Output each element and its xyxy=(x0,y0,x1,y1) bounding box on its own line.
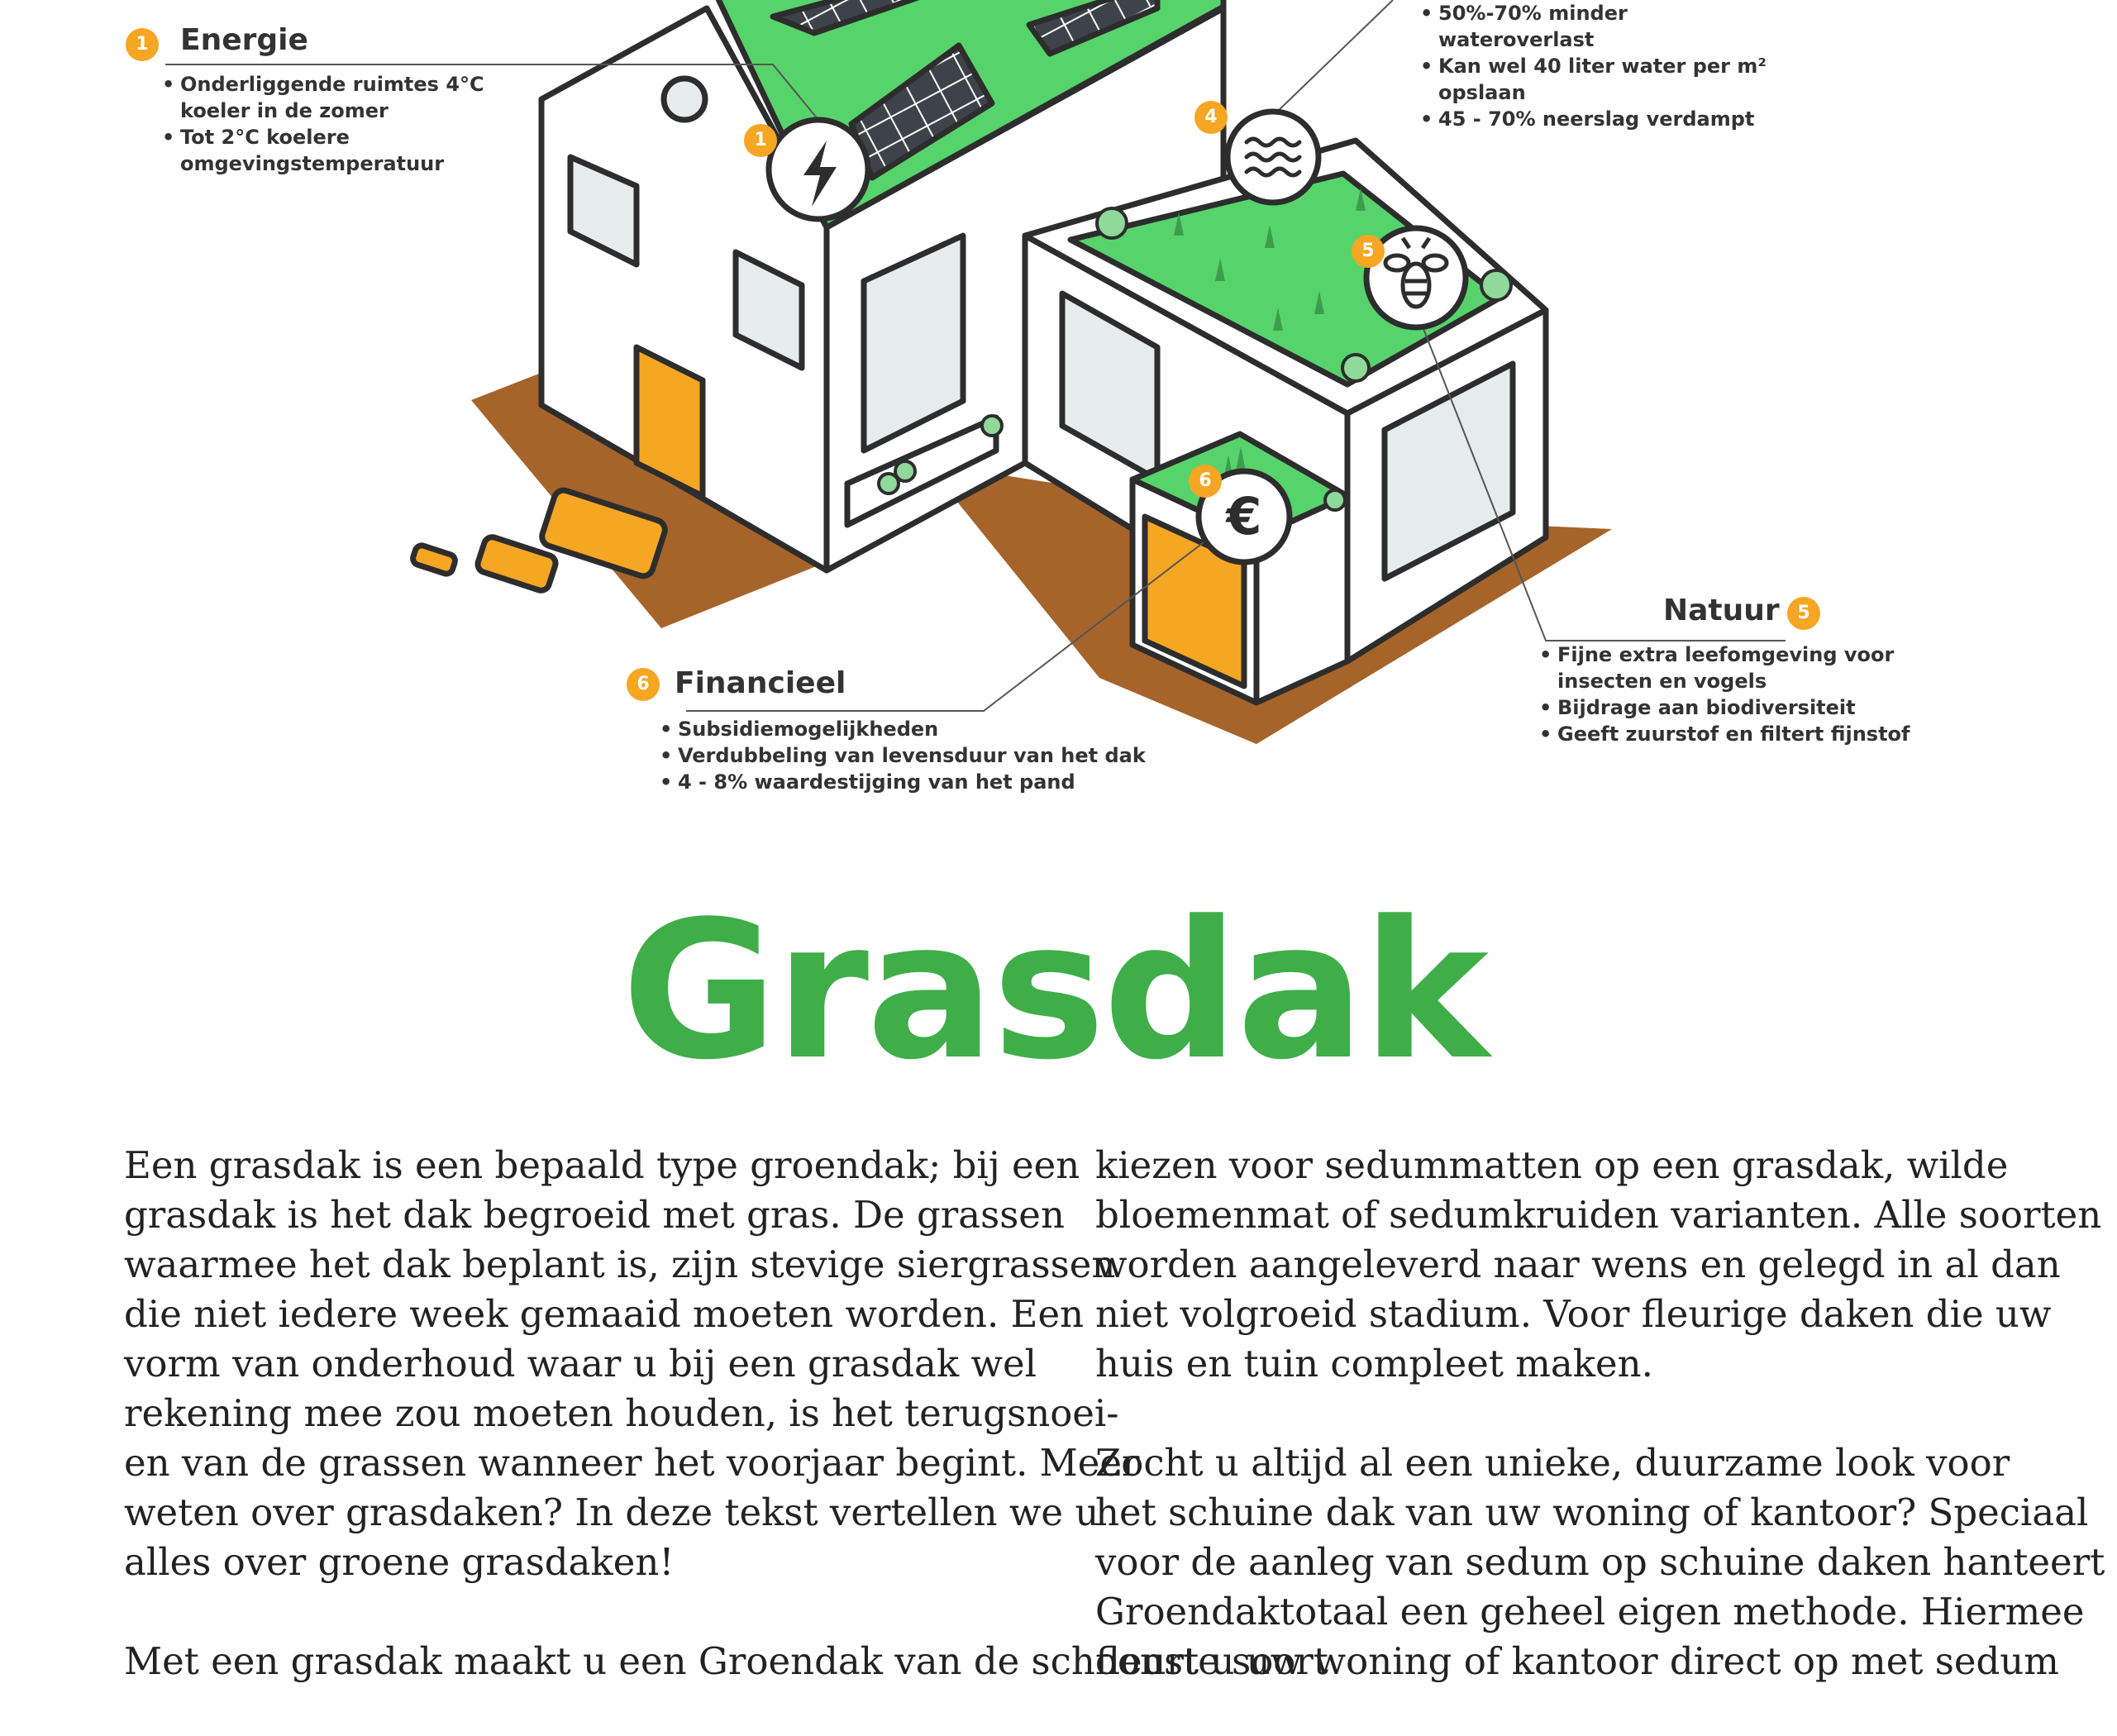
water-bullet: • 45 - 70% neerslag verdampt xyxy=(1420,106,1767,132)
text-line: worden aangeleverd naar wens en gelegd in al dan xyxy=(1095,1242,2061,1286)
page-title: Grasdak xyxy=(621,881,1487,1102)
article-paragraph xyxy=(1095,1438,2105,1686)
natuur-bullet: • Bijdrage aan biodiversiteit xyxy=(1539,694,1910,721)
natuur-bullet: • Geeft zuurstof en filtert fijnstof xyxy=(1539,721,1910,747)
energie-list xyxy=(162,71,484,177)
water-bullet: • Kan wel 40 liter water per m² opslaan xyxy=(1420,53,1767,106)
energie-bullet: • Tot 2°C koelere omgevingstemperatuur xyxy=(162,124,484,177)
text-line: weten over grasdaken? In deze tekst vertellen we u xyxy=(124,1490,1099,1534)
water-bullet: • 50%-70% minder wateroverlast xyxy=(1420,0,1767,53)
energie-symbol-text: ⚡ xyxy=(2116,0,2117,1)
energie-bullet: • Onderliggende ruimtes 4°C koeler in de zomer xyxy=(162,71,484,124)
financieel-bullet: • Subsidiemogelijkheden xyxy=(660,716,1146,742)
article-paragraph xyxy=(1095,1141,2102,1389)
badge-natuur-house: 5 xyxy=(1352,235,1385,268)
article-paragraph xyxy=(124,1637,1328,1686)
natuur-heading: Natuur xyxy=(1663,594,1780,627)
badge-natuur: 5 xyxy=(1787,597,1820,630)
text-line: vorm van onderhoud waar u bij een grasdak wel xyxy=(124,1342,1037,1385)
text-line: grasdak is het dak begroeid met gras. De grassen xyxy=(124,1193,1065,1237)
article-right-column xyxy=(1095,1141,2105,1736)
badge-energie-house: 1 xyxy=(744,124,777,157)
text-line: rekening mee zou moeten houden, is het terugsnoei- xyxy=(124,1391,1119,1435)
text-line: Met een grasdak maakt u een Groendak van de schoonste soort xyxy=(124,1639,1328,1683)
text-line: Een grasdak is een bepaald type groendak; bij een xyxy=(124,1143,1080,1187)
natuur-list xyxy=(1539,641,1910,747)
badge-water-house: 4 xyxy=(1194,101,1228,134)
financieel-bullet: • Verdubbeling van levensduur van het dak xyxy=(660,742,1146,769)
energie-icon-circle xyxy=(769,120,868,219)
text-line: alles over groene grasdaken! xyxy=(124,1540,675,1584)
water-list xyxy=(1420,0,1767,132)
euro-icon: € xyxy=(1226,486,1262,546)
text-line: kiezen voor sedummatten op een grasdak, wilde xyxy=(1095,1143,2009,1187)
badge-financieel-house: 6 xyxy=(1189,465,1222,498)
badge-financieel: 6 xyxy=(627,668,660,701)
financieel-heading: Financieel xyxy=(675,666,846,700)
article-paragraph xyxy=(124,1141,1140,1587)
text-line: het schuine dak van uw woning of kantoor? Speciaal xyxy=(1095,1490,2089,1534)
text-line: fleurt u uw woning of kantoor direct op met sedum xyxy=(1095,1639,2059,1683)
text-line: voor de aanleg van sedum op schuine daken hanteert xyxy=(1095,1540,2105,1584)
energie-heading: Energie xyxy=(180,23,308,57)
natuur-bullet: • Fijne extra leefomgeving voor insecten en vogels xyxy=(1539,641,1910,694)
financieel-bullet: • 4 - 8% waardestijging van het pand xyxy=(660,769,1146,795)
text-line: Groendaktotaal een geheel eigen methode. Hiermee xyxy=(1095,1590,2085,1633)
text-line: en van de grassen wanneer het voorjaar begint. Meer xyxy=(124,1441,1140,1485)
badge-energie: 1 xyxy=(126,28,159,61)
text-line: niet volgroeid stadium. Voor fleurige daken die uw xyxy=(1095,1292,2052,1336)
water-icon-circle xyxy=(1228,112,1318,203)
text-line: bloemenmat of sedumkruiden varianten. Alle soorten xyxy=(1095,1193,2102,1237)
article-left-column xyxy=(124,1141,1328,1736)
text-line: Zocht u altijd al een unieke, duurzame look voor xyxy=(1095,1441,2010,1485)
financieel-list xyxy=(660,716,1146,795)
text-line: huis en tuin compleet maken. xyxy=(1095,1342,1653,1385)
text-line: waarmee het dak beplant is, zijn stevige siergrassen xyxy=(124,1242,1116,1286)
stepping-stone-1 xyxy=(412,544,457,575)
round-window xyxy=(664,79,705,120)
text-line: die niet iedere week gemaaid moeten worden. Een xyxy=(124,1292,1085,1336)
